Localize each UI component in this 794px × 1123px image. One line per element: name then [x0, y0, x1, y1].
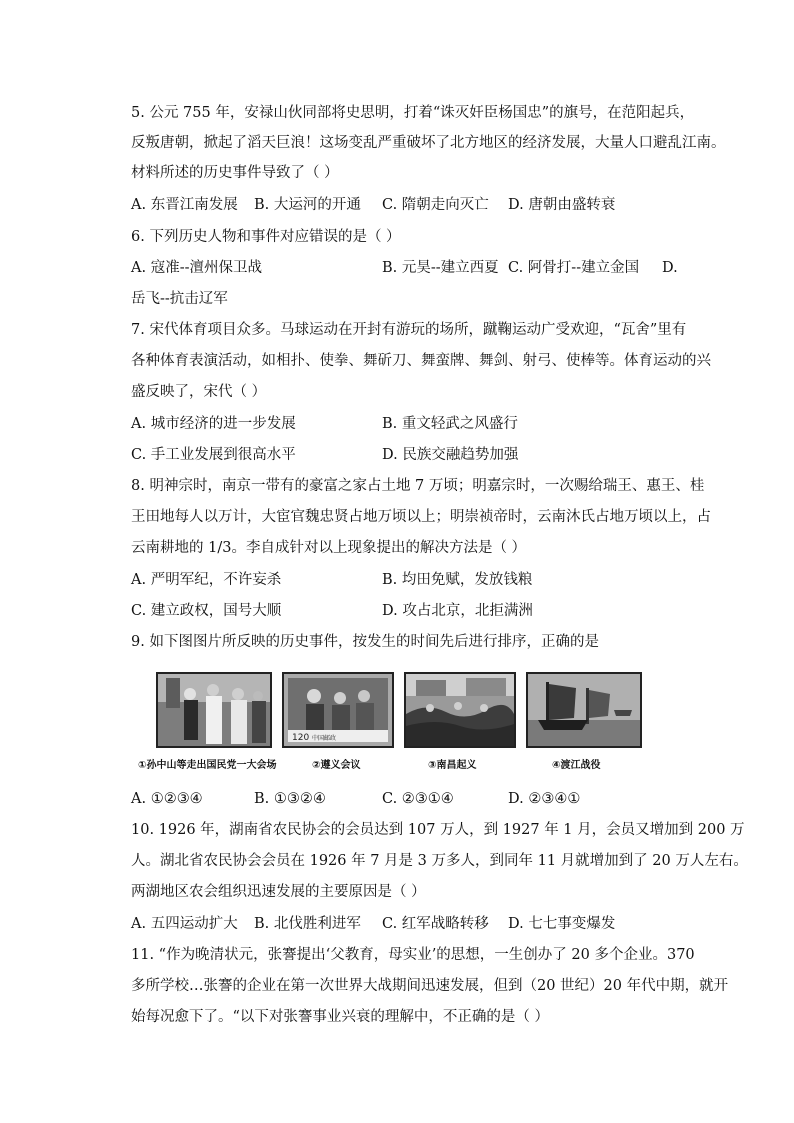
q10-stem-line3: 两湖地区农会组织迅速发展的主要原因是（ ） [131, 884, 426, 900]
q5-option-c: C. 隋朝走向灭亡 [382, 197, 489, 213]
q9-photo-strip [138, 672, 642, 774]
q9-photo-4 [526, 672, 642, 748]
q9-caption-1: ①孙中山等走出国民党一大会场 [138, 760, 277, 771]
q9-option-a: A. ①②③④ [131, 791, 203, 807]
q5-stem-line1: 5. 公元 755 年，安禄山伙同部将史思明，打着“诛灭奸臣杨国忠”的旗号，在范阳起兵， [131, 105, 695, 121]
q9-caption-2: ②遵义会议 [312, 760, 361, 771]
q6-option-a: A. 寇准--澶州保卫战 [131, 260, 262, 276]
q9-stamp-text: 中国邮政 [312, 735, 337, 742]
q11-stem-line1: 11. “作为晚清状元，张謇提出‘父教育，母实业’的思想，一生创办了 20 多个企业。370 [131, 947, 695, 963]
q6-option-c: C. 阿骨打--建立金国 [508, 260, 640, 276]
q11-stem-line2: 多所学校…张謇的企业在第一次世界大战期间迅速发展，但到（20 世纪）20 年代中期，就开 [131, 978, 729, 994]
q8-option-a: A. 严明军纪，不许妄杀 [131, 572, 282, 588]
q5-option-a: A. 东晋江南发展 [131, 197, 238, 213]
q6-option-b: B. 元昊--建立西夏 [382, 260, 499, 276]
q5-option-d: D. 唐朝由盛转衰 [508, 197, 616, 213]
q7-option-c: C. 手工业发展到很高水平 [131, 447, 296, 463]
q9-photo-2-stamp [282, 672, 394, 748]
q8-stem-line2: 王田地每人以万计，大宦官魏忠贤占地万顷以上；明崇祯帝时，云南沐氏占地万顷以上，占 [131, 509, 711, 525]
q8-option-b: B. 均田免赋，发放钱粮 [382, 572, 533, 588]
q9-caption-3: ③南昌起义 [428, 760, 477, 771]
q9-option-c: C. ②③①④ [382, 791, 454, 807]
q8-stem-line3: 云南耕地的 1/3。李自成针对以上现象提出的解决方法是（ ） [131, 540, 527, 556]
q6-stem: 6. 下列历史人物和事件对应错误的是（ ） [131, 229, 401, 245]
q8-stem-line1: 8. 明神宗时，南京一带有的豪富之家占土地 7 万顷；明嘉宗时，一次赐给瑞王、惠王、桂 [131, 478, 705, 494]
q9-caption-4: ④渡江战役 [552, 760, 601, 771]
q8-option-c: C. 建立政权，国号大顺 [131, 603, 282, 619]
q7-option-a: A. 城市经济的进一步发展 [131, 416, 296, 432]
q6-option-d-text: 岳飞--抗击辽军 [131, 291, 228, 307]
q5-stem-line2: 反叛唐朝，掀起了滔天巨浪！这场变乱严重破坏了北方地区的经济发展，大量人口避乱江南。 [131, 135, 726, 151]
q7-option-d: D. 民族交融趋势加强 [382, 447, 519, 463]
q10-stem-line1: 10. 1926 年，湖南省农民协会的会员达到 107 万人，到 1927 年 1 月，会员又增加到 200 万 [131, 822, 745, 838]
q9-photo-3 [404, 672, 516, 748]
q9-stem: 9. 如下图图片所反映的历史事件，按发生的时间先后进行排序，正确的是 [131, 634, 599, 650]
q9-photo-1 [156, 672, 272, 748]
q10-stem-line2: 人。湖北省农民协会会员在 1926 年 7 月是 3 万多人，到同年 11 月就增加到了 20 万人左右。 [131, 853, 748, 869]
q11-stem-line3: 始每况愈下了。“以下对张謇事业兴衰的理解中，不正确的是（ ） [131, 1009, 550, 1025]
q5-option-b: B. 大运河的开通 [254, 197, 361, 213]
q10-option-b: B. 北伐胜利进军 [254, 916, 361, 932]
q7-stem-line1: 7. 宋代体育项目众多。马球运动在开封有游玩的场所，蹴鞠运动广受欢迎，“瓦舍”里有 [131, 322, 687, 338]
q6-option-d: D. [662, 260, 678, 276]
q10-option-a: A. 五四运动扩大 [131, 916, 238, 932]
q7-stem-line2: 各种体育表演活动，如相扑、使拳、舞斫刀、舞蛮牌、舞剑、射弓、使棒等。体育运动的兴 [131, 353, 711, 369]
q8-option-d: D. 攻占北京，北拒满洲 [382, 603, 533, 619]
q10-option-d: D. 七七事变爆发 [508, 916, 616, 932]
q7-stem-line3: 盛反映了，宋代（ ） [131, 384, 267, 400]
q7-option-b: B. 重文轻武之风盛行 [382, 416, 518, 432]
q10-option-c: C. 红军战略转移 [382, 916, 489, 932]
q9-stamp-value: 120 [292, 733, 310, 743]
q5-stem-line3: 材料所述的历史事件导致了（ ） [131, 165, 339, 181]
q9-option-d: D. ②③④① [508, 791, 581, 807]
q9-option-b: B. ①③②④ [254, 791, 326, 807]
